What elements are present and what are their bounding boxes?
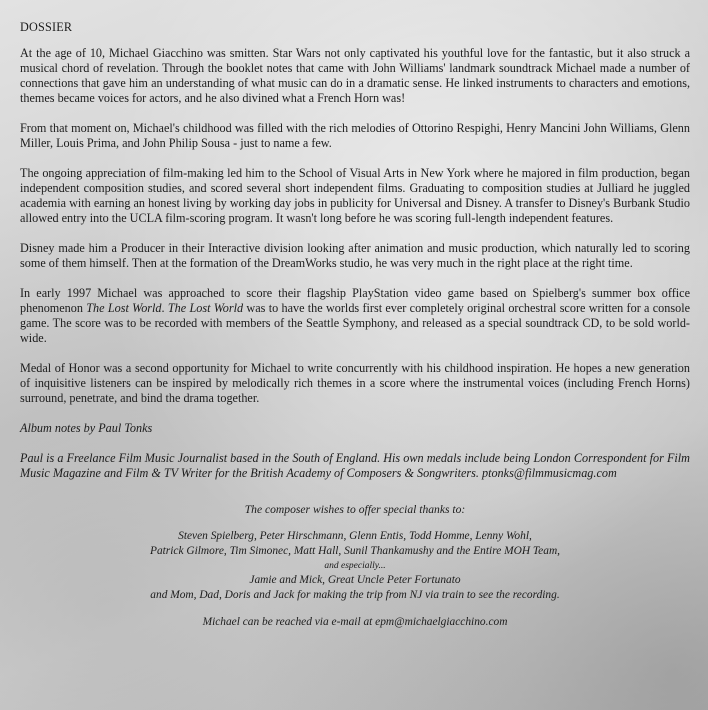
thanks-family-line-1: Jamie and Mick, Great Uncle Peter Fortunato — [249, 574, 461, 586]
thanks-family-line-2: and Mom, Dad, Doris and Jack for making the trip from NJ via train to see the recording. — [150, 589, 560, 601]
thanks-names-line-1: Steven Spielberg, Peter Hirschmann, Glenn Entis, Todd Homme, Lenny Wohl, — [178, 530, 532, 542]
paragraph-influences: From that moment on, Michael's childhood was filled with the rich melodies of Ottorino Respighi, Henry Mancini John Williams, Glenn Miller, Louis Prima, and John Philip Sousa - just to name a few. — [20, 121, 690, 150]
paragraph-disney: Disney made him a Producer in their Interactive division looking after animation and music production, which naturally led to scoring some of them himself. Then at the formation of the DreamWorks studio, he was very much in the right place at the right time. — [20, 241, 690, 270]
thanks-names-line-2: Patrick Gilmore, Tim Simonec, Matt Hall, Sunil Thankamushy and the Entire MOH Team, — [149, 545, 561, 557]
contact-email: Michael can be reached via e-mail at epm@michaelgiacchino.com — [202, 616, 508, 628]
lost-world-text-before: In early 1997 Michael was approached to score their flagship PlayStation video game based on Spielberg's summer box office phenomenon — [20, 286, 690, 315]
special-thanks — [20, 502, 690, 630]
lost-world-title-1: The Lost World — [86, 301, 162, 315]
paragraph-childhood: At the age of 10, Michael Giacchino was smitten. Star Wars not only captivated his youthful love for the fantastic, but it also struck a musical chord of revelation. Through the booklet notes that came with John Williams' landmark soundtrack Michael made a number of connections that gave him an understanding of what music can do in a dramatic sense. He linked instruments to characters and emotions, themes became voices for actors, and he also divined what a French Horn was! — [20, 46, 690, 105]
thanks-especially: and especially... — [324, 561, 386, 571]
album-notes-credit: Album notes by Paul Tonks — [20, 421, 153, 435]
paragraph-education: The ongoing appreciation of film-making led him to the School of Visual Arts in New York where he majored in film production, began independent composition studies, and scored several short independent films. Graduating to composition studies at Julliard he juggled academia with earning an honest living by working day jobs in publicity for Universal and Disney. A transfer to Disney's Burbank Studio allowed entry into the UCLA film-scoring program. It wasn't long before he was scoring full-length independent features. — [20, 166, 690, 225]
author-bio: Paul is a Freelance Film Music Journalist based in the South of England. His own medals include being London Correspondent for Film Music Magazine and Film & TV Writer for the British Academy of Composers & Songwriters. ptonks@filmmusicmag.com — [20, 451, 690, 480]
paragraph-medal-of-honor: Medal of Honor was a second opportunity for Michael to write concurrently with his childhood inspiration. He hopes a new generation of inquisitive listeners can be inspired by melodically rich themes in a score where the instrumental voices (including French Horns) surround, penetrate, and bind the drama together. — [20, 361, 690, 405]
page-heading: DOSSIER — [20, 20, 73, 34]
lost-world-title-2: The Lost World — [167, 301, 244, 315]
lost-world-text-after: was to have the worlds first ever completely original orchestral score written for a console game. The score was to be recorded with members of the Seattle Symphony, and released as a special soundtrack CD, to be sold world-wide. — [20, 301, 690, 345]
thanks-title: The composer wishes to offer special thanks to: — [244, 503, 466, 516]
paragraph-lost-world — [20, 286, 690, 346]
lost-world-text-mid: . — [161, 301, 168, 315]
